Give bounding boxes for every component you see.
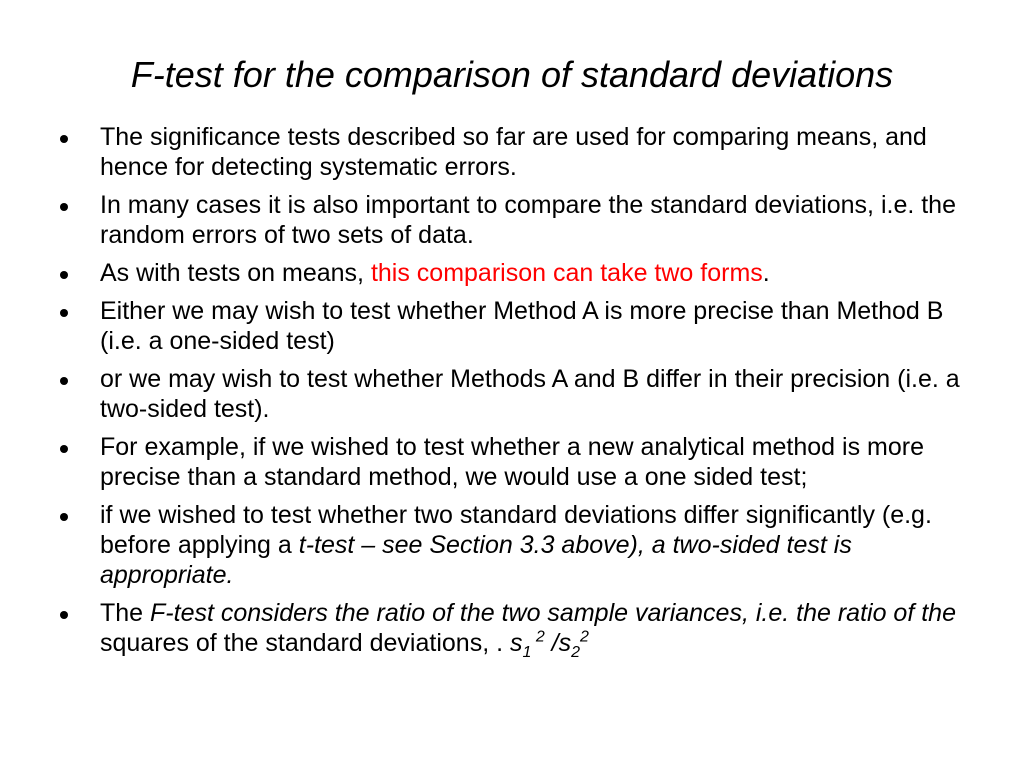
bullet-text: The bbox=[100, 599, 151, 627]
bullet-item bbox=[60, 122, 970, 182]
bullet-text: Either we may wish to test whether Method A is more precise than Method B (i.e. a one-sided test) bbox=[100, 297, 944, 355]
bullet-text: In many cases it is also important to compare the standard deviations, i.e. the random errors of two sets of data. bbox=[100, 191, 956, 249]
formula-s2-superscript: 2 bbox=[580, 628, 589, 646]
bullet-text-end: . bbox=[762, 259, 770, 287]
bullet-item bbox=[60, 364, 970, 424]
bullet-item bbox=[60, 500, 970, 590]
bullet-item bbox=[60, 598, 970, 661]
bullet-dot-icon bbox=[60, 377, 68, 385]
formula-s1-subscript: 1 bbox=[522, 644, 532, 661]
bullet-item bbox=[60, 190, 970, 250]
bullet-dot-icon bbox=[60, 513, 68, 521]
bullet-item bbox=[60, 258, 970, 288]
formula-s1-superscript: 2 bbox=[531, 628, 545, 646]
formula-s2-subscript: 2 bbox=[571, 644, 581, 661]
bullet-item bbox=[60, 296, 970, 356]
bullet-dot-icon bbox=[60, 203, 68, 211]
bullet-text: or we may wish to test whether Methods A and B differ in their precision (i.e. a two-sided test). bbox=[100, 365, 960, 423]
bullet-dot-icon bbox=[60, 271, 68, 279]
bullet-dot-icon bbox=[60, 309, 68, 317]
bullet-text: if we wished to test whether two standard deviations differ significantly (e.g. before applying a bbox=[100, 501, 932, 559]
slide-title: F-test for the comparison of standard deviations bbox=[130, 54, 894, 95]
italic-text: t-test – see Section 3.3 above), a two-sided test is appropriate. bbox=[100, 531, 852, 589]
bullet-text: For example, if we wished to test whether a new analytical method is more precise than a standard method, we would use a one sided test; bbox=[100, 433, 924, 491]
italic-text: F-test considers the ratio of the two sample variances, i.e. the ratio of the bbox=[150, 599, 956, 627]
bullet-text: The significance tests described so far are used for comparing means, and hence for detecting systematic errors. bbox=[100, 123, 927, 181]
bullet-dot-icon bbox=[60, 445, 68, 453]
bullet-list bbox=[60, 122, 970, 666]
formula-s1: s bbox=[509, 629, 523, 657]
bullet-text: As with tests on means, bbox=[100, 259, 371, 287]
formula-s2: /s bbox=[544, 629, 572, 657]
bullet-item bbox=[60, 432, 970, 492]
bullet-dot-icon bbox=[60, 135, 68, 143]
bullet-text-mid: squares of the standard deviations, . bbox=[100, 629, 510, 657]
bullet-dot-icon bbox=[60, 611, 68, 619]
highlight-text: this comparison can take two forms bbox=[370, 259, 763, 287]
